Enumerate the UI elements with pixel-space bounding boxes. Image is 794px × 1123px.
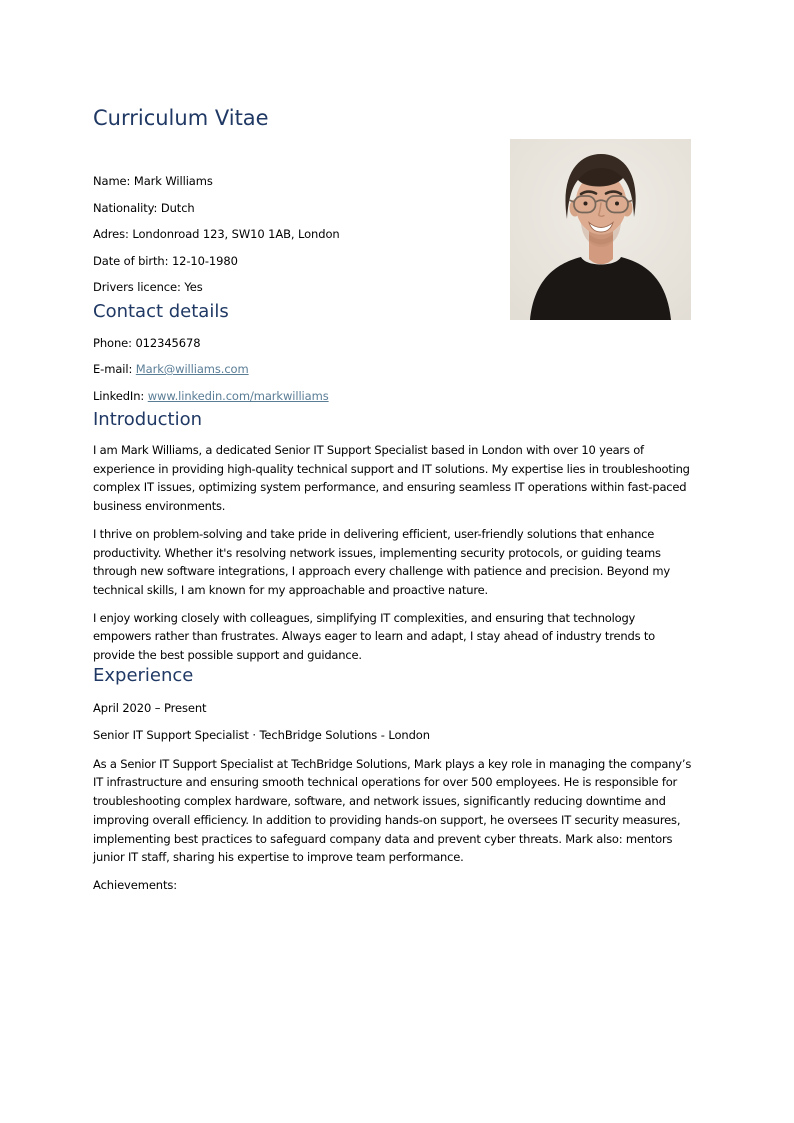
detail-value: Yes	[184, 280, 203, 294]
profile-photo	[510, 139, 691, 320]
detail-value: Londonroad 123, SW10 1AB, London	[132, 227, 340, 241]
introduction-paragraph-2: I thrive on problem-solving and take pride in delivering efficient, user-friendly solutions that enhance productivity. Whether it's resolving network issues, implementing security protocols, or guiding teams through new software integrations, I approach every challenge with patience and precision. Beyond my technical skills, I am known for my approachable and proactive nature.	[93, 526, 670, 597]
detail-label: Name:	[93, 174, 131, 188]
contact-label: LinkedIn:	[93, 388, 145, 403]
contact-label: E-mail:	[93, 362, 133, 376]
experience-period: April 2020 – Present	[93, 700, 207, 715]
contact-label: Phone:	[93, 335, 132, 350]
detail-label: Drivers licence:	[93, 280, 181, 294]
detail-value: Mark Williams	[133, 174, 213, 188]
section-heading-experience: Experience	[93, 664, 194, 686]
contact-details	[93, 330, 694, 410]
contact-row-linkedin	[93, 383, 694, 410]
detail-label: Adres:	[93, 227, 129, 241]
contact-row-phone	[93, 330, 694, 357]
linkedin-link[interactable]: www.linkedin.com/markwilliams	[147, 388, 329, 403]
section-heading-contact-details: Contact details	[93, 300, 229, 322]
introduction-paragraph-1: I am Mark Williams, a dedicated Senior IT Support Specialist based in London with over 10 years of experience in providing high-quality technical support and IT solutions. My expertise lies in troubleshooting complex IT issues, optimizing system performance, and ensuring seamless IT operations within fast-paced business environments.	[93, 443, 690, 514]
phone-value: 012345678	[135, 335, 201, 350]
achievements-label: Achievements:	[93, 877, 178, 892]
introduction-paragraph-3: I enjoy working closely with colleagues, simplifying IT complexities, and ensuring that technology empowers rather than frustrates. Always eager to learn and adapt, I stay ahead of industry trends to provide the best possible support and guidance.	[93, 610, 655, 663]
contact-row-email	[93, 356, 694, 383]
section-heading-introduction: Introduction	[93, 409, 203, 430]
experience-paragraph: As a Senior IT Support Specialist at TechBridge Solutions, Mark plays a key role in managing the company’s IT infrastructure and ensuring smooth technical operations for over 500 employees. He is responsible for troubleshooting complex hardware, software, and network issues, significantly reducing downtime and improving overall efficiency. In addition to providing hands-on support, he oversees IT security measures, implementing best practices to safeguard company data and prevent cyber threats. Mark also: mentors junior IT staff, sharing his expertise to improve team performance.	[93, 756, 692, 865]
detail-value: 12-10-1980	[171, 253, 238, 268]
experience-role-line: Senior IT Support Specialist · TechBridge Solutions - London	[93, 727, 430, 742]
detail-label: Date of birth:	[93, 253, 169, 268]
detail-value: Dutch	[160, 200, 195, 215]
email-link[interactable]: Mark@williams.com	[135, 362, 249, 376]
profile-photo-illustration	[510, 139, 691, 320]
detail-label: Nationality:	[93, 200, 158, 215]
page-title: Curriculum Vitae	[93, 106, 269, 130]
